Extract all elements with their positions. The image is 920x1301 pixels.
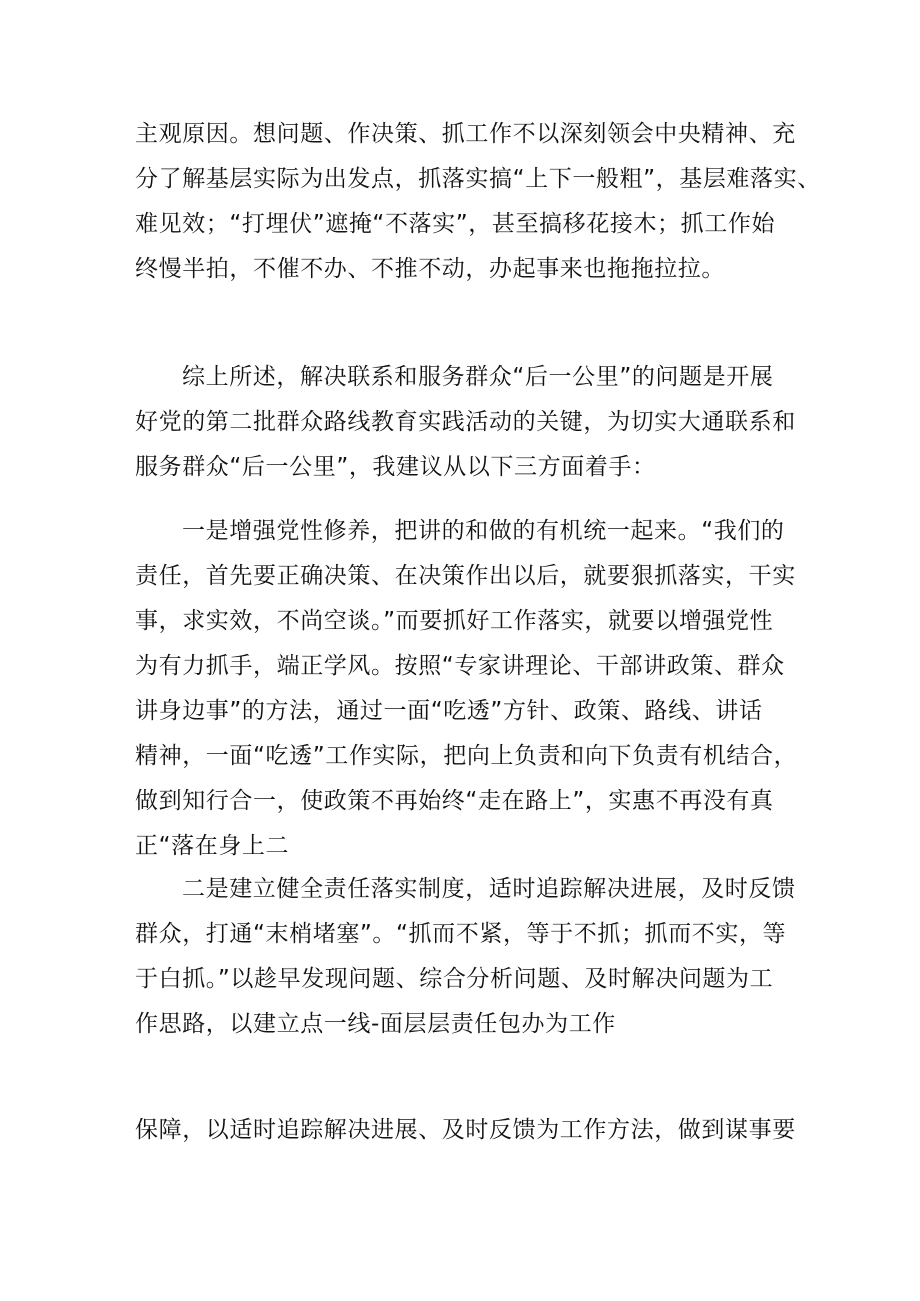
text-line: 事，求实效，不尚空谈。”而要抓好工作落实，就要以增强党性	[135, 608, 774, 634]
paragraph-summary	[135, 355, 795, 490]
text-line: 一是增强党性修养，把讲的和做的有机统一起来。“我们的	[182, 518, 785, 544]
text-line: 正“落在身上二	[135, 833, 290, 859]
text-line: 精神，一面“吃透”工作实际，把向上负责和向下负责有机结合，	[135, 743, 798, 769]
text-line: 分了解基层实际为出发点，抓落实搞“上下一般粗”，基层难落实、	[135, 166, 821, 192]
text-line: 做到知行合一，使政策不再始终“走在路上”，实惠不再没有真	[135, 788, 774, 814]
paragraph-point-two	[135, 867, 795, 1047]
text-line: 群众，打通“末梢堵塞”。“抓而不紧，等于不抓；抓而不实，等	[135, 921, 787, 947]
text-line: 讲身边事”的方法，通过一面“吃透”方针、政策、路线、讲话	[135, 698, 763, 724]
text-line: 终慢半拍，不催不办、不推不动，办起事来也拖拖拉拉。	[135, 256, 725, 282]
text-line: 主观原因。想问题、作决策、抓工作不以深刻领会中央精神、充	[135, 121, 796, 147]
text-line: 二是建立健全责任落实制度，适时追踪解决进展，及时反馈	[182, 876, 796, 902]
text-line: 好党的第二批群众路线教育实践活动的关键，为切实大通联系和	[135, 409, 796, 435]
text-line: 保障，以适时追踪解决进展、及时反馈为工作方法，做到谋事要	[135, 1117, 796, 1143]
text-line: 综上所述，解决联系和服务群众“后一公里”的问题是开展	[182, 364, 774, 390]
paragraph-subjective-causes	[135, 112, 821, 292]
text-line: 难见效；“打埋伏”遮掩“不落实”，甚至搞移花接木；抓工作始	[135, 211, 776, 237]
text-line: 作思路，以建立点一线-面层层责任包办为工作	[135, 1011, 616, 1037]
text-line: 于白抓。”以趁早发现问题、综合分析问题、及时解决问题为工	[135, 966, 774, 992]
text-line: 为有力抓手，端正学风。按照“专家讲理论、干部讲政策、群众	[135, 653, 785, 679]
paragraph-point-one	[135, 509, 798, 869]
text-line: 责任，首先要正确决策、在决策作出以后，就要狠抓落实，干实	[135, 563, 796, 589]
paragraph-continuation	[135, 1108, 795, 1153]
text-line: 服务群众“后一公里”，我建议从以下三方面着手：	[135, 454, 656, 480]
